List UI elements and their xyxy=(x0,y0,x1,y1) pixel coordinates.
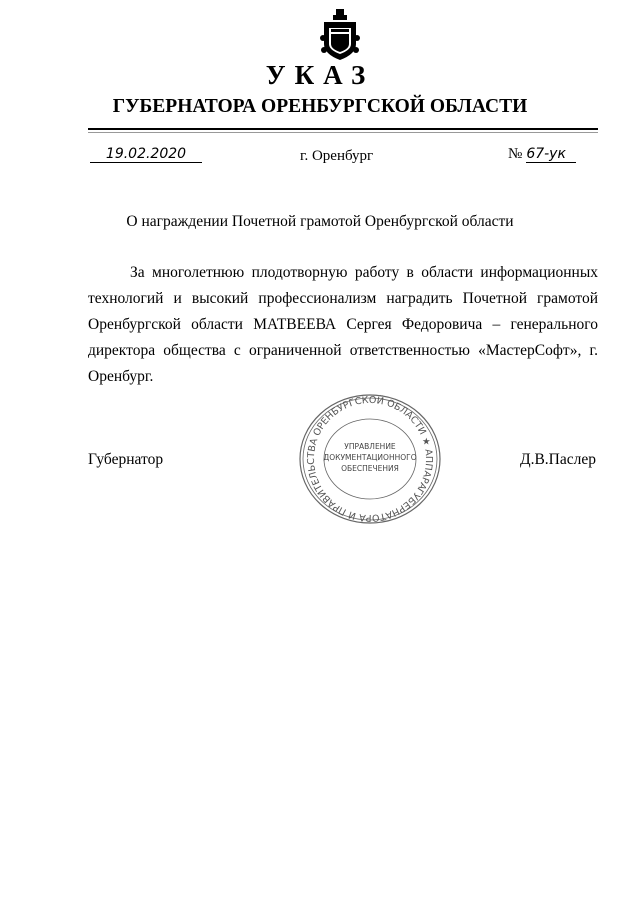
number-sign: № xyxy=(508,146,523,162)
document-body: За многолетнюю плодотворную работу в области информационных технологий и высокий профессионализм наградить Почетной грамотой Оренбургской области МАТВЕЕВА Сергея Федоровича – генерального директора общества с ограниченной ответственностью «МастерСофт», г. Оренбург. xyxy=(88,264,598,385)
document-city: г. Оренбург xyxy=(300,148,374,164)
official-stamp xyxy=(294,391,446,527)
document-title: О награждении Почетной грамотой Оренбургской области xyxy=(126,213,514,230)
document-number-field xyxy=(508,146,576,163)
signer-position: Губернатор xyxy=(88,451,164,468)
stamp-line: ОБЕСПЕЧЕНИЯ xyxy=(341,464,399,473)
stamp-ring-text: ГУБЕРНАТОРА И ПРАВИТЕЛЬСТВА ОРЕНБУРГСКОЙ ОБЛАСТИ ★ АППАРАТ xyxy=(305,394,435,524)
header-rule-thin xyxy=(88,132,598,133)
coat-of-arms-emblem xyxy=(320,8,360,62)
header-rule xyxy=(88,128,598,130)
stamp-line: УПРАВЛЕНИЕ xyxy=(344,442,396,451)
document-number: 67-ук xyxy=(526,146,576,163)
issuer-heading: ГУБЕРНАТОРА ОРЕНБУРГСКОЙ ОБЛАСТИ xyxy=(112,96,528,117)
document-type-heading: УКАЗ xyxy=(265,60,375,90)
document-date: 19.02.2020 xyxy=(90,146,202,163)
stamp-line: ДОКУМЕНТАЦИОННОГО xyxy=(323,453,417,462)
signer-name: Д.В.Паслер xyxy=(520,451,596,468)
